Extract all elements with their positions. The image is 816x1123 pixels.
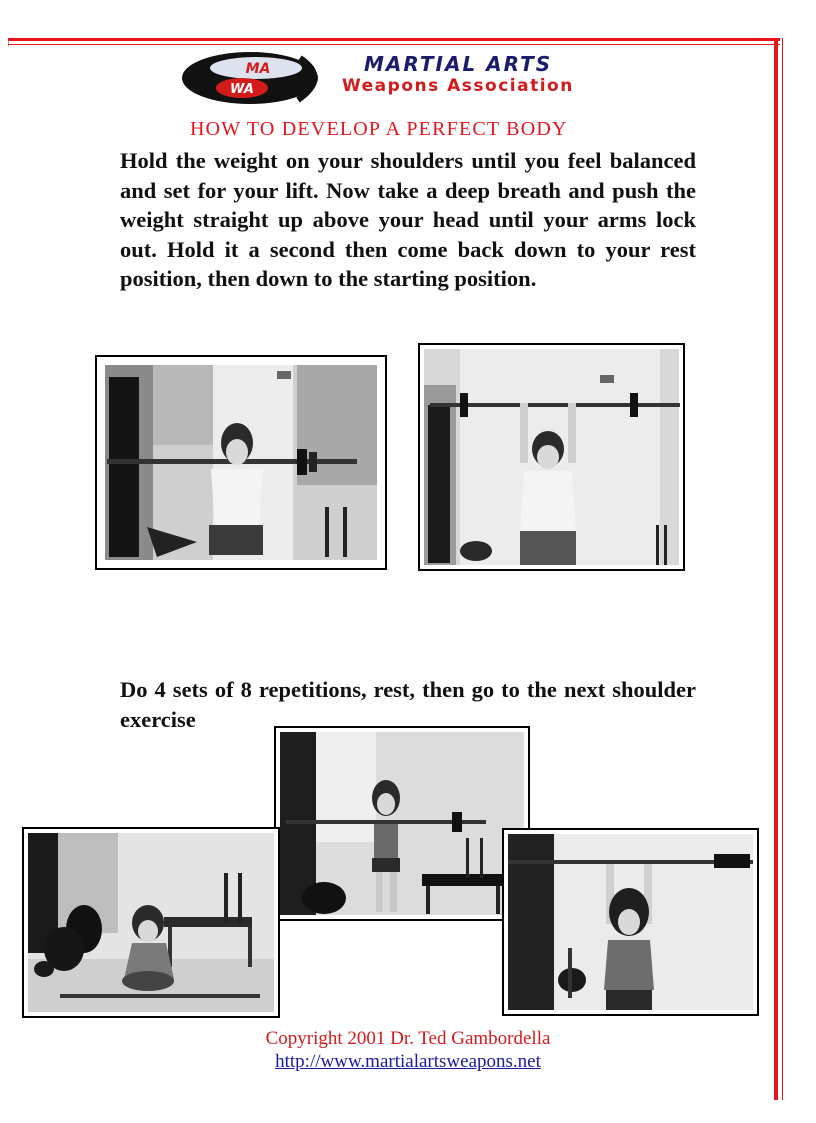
page-border-top	[8, 38, 780, 41]
logo-badge-top-text: MA	[245, 61, 271, 77]
logo-line-1: MARTIAL ARTS	[364, 52, 553, 76]
page-border-right-thin	[782, 38, 783, 1100]
website-link[interactable]: http://www.martialartsweapons.net	[275, 1051, 541, 1072]
logo-badge-bottom-text: WA	[230, 82, 254, 97]
copyright-notice: Copyright 2001 Dr. Ted Gambordella	[265, 1028, 551, 1049]
logo-line-2: Weapons Association	[342, 76, 574, 96]
mawa-logo	[180, 50, 640, 110]
logo-badge	[180, 50, 330, 106]
page-border-right	[774, 38, 778, 1100]
photo-bar-on-shoulders	[95, 355, 387, 570]
photo-woman-bar-shoulders	[274, 726, 530, 921]
instruction-paragraph-1: Hold the weight on your shoulders until you feel balanced and set for your lift. Now take a deep breath and push the weight straight up above your head until your arms lock out. Hold it a second then come back down to your rest position, then down to the starting position.	[120, 148, 696, 291]
instruction-paragraph-2: Do 4 sets of 8 repetitions, rest, then go to the next shoulder exercise	[120, 677, 696, 732]
page-border-top-thin	[8, 44, 780, 45]
photo-woman-overhead-press	[502, 828, 759, 1016]
photo-bar-overhead	[418, 343, 685, 571]
photo-woman-squat-start	[22, 827, 280, 1018]
page-heading: HOW TO DEVELOP A PERFECT BODY	[190, 118, 568, 140]
